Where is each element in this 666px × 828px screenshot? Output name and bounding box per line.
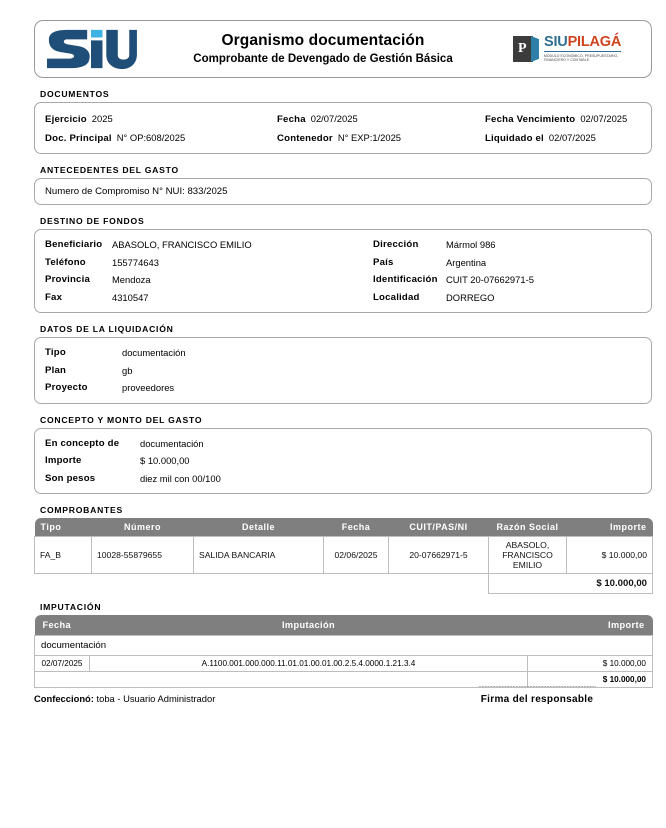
pilaga-tagline-line1: MÓDULO ECONÓMICO, PRESUPUESTARIO, bbox=[544, 53, 619, 58]
imputacion-group-row bbox=[35, 636, 653, 656]
destino-row-beneficiario bbox=[45, 236, 641, 254]
value-identificacion: CUIT 20-07662971-5 bbox=[446, 274, 534, 285]
label-fax: Fax bbox=[45, 291, 63, 303]
cell-tipo: FA_B bbox=[35, 537, 92, 574]
concepto-row-en-concepto bbox=[45, 435, 641, 453]
label-pais: País bbox=[373, 256, 394, 268]
value-telefono: 155774643 bbox=[112, 256, 159, 268]
panel-liquidacion bbox=[34, 337, 652, 404]
header-titles bbox=[139, 31, 513, 67]
label-plan: Plan bbox=[45, 364, 67, 376]
value-son-pesos: diez mil con 00/100 bbox=[140, 472, 221, 484]
label-importe: Importe bbox=[45, 455, 82, 466]
signature-label: Firma del responsable bbox=[480, 694, 594, 705]
cell-numero: 10028-55879655 bbox=[92, 537, 194, 574]
label-telefono: Teléfono bbox=[45, 256, 86, 268]
col-header-detalle: Detalle bbox=[194, 518, 324, 537]
col-header-tipo: Tipo bbox=[35, 518, 92, 537]
col-header-fecha: Fecha bbox=[324, 518, 389, 537]
label-confecciono: Confeccionó: bbox=[34, 693, 94, 704]
cell-imputacion-importe: $ 10.000,00 bbox=[528, 656, 653, 672]
value-plan: gb bbox=[122, 364, 133, 376]
pilaga-mark-letter: P bbox=[518, 41, 527, 56]
table-imputacion bbox=[34, 615, 653, 688]
label-direccion: Dirección bbox=[373, 239, 419, 250]
imputacion-group-label: documentación bbox=[35, 636, 653, 656]
document-header bbox=[34, 20, 652, 78]
value-importe: $ 10.000,00 bbox=[140, 455, 190, 466]
value-localidad: DORREGO bbox=[446, 291, 495, 303]
imputacion-total-value: $ 10.000,00 bbox=[528, 672, 653, 688]
value-fecha-vencimiento: 02/07/2025 bbox=[580, 113, 628, 124]
col-header-imputacion-importe: Importe bbox=[528, 615, 653, 636]
imputacion-header-row bbox=[35, 615, 653, 636]
panel-documentos bbox=[34, 102, 652, 154]
value-doc-principal: N° OP:608/2025 bbox=[116, 132, 186, 143]
value-pais: Argentina bbox=[446, 256, 487, 268]
label-tipo: Tipo bbox=[45, 347, 66, 358]
value-fecha: 02/07/2025 bbox=[310, 113, 358, 124]
label-beneficiario: Beneficiario bbox=[45, 239, 103, 250]
confeccion-line bbox=[34, 693, 422, 705]
liquidacion-row-tipo bbox=[45, 344, 641, 362]
cell-importe: $ 10.000,00 bbox=[567, 537, 653, 574]
destino-row-provincia bbox=[45, 271, 641, 289]
label-localidad: Localidad bbox=[373, 291, 420, 303]
comprobantes-total-value: $ 10.000,00 bbox=[489, 574, 653, 594]
label-en-concepto-de: En concepto de bbox=[45, 437, 120, 449]
cell-imputacion-fecha: 02/07/2025 bbox=[35, 656, 90, 672]
documentos-row-2 bbox=[45, 128, 641, 147]
pilaga-wordmark-siu: SIU bbox=[544, 34, 568, 51]
label-doc-principal: Doc. Principal bbox=[45, 133, 112, 144]
label-son-pesos: Son pesos bbox=[45, 472, 96, 484]
col-header-cuit: CUIT/PAS/NI bbox=[389, 518, 489, 537]
cell-razon-social: ABASOLO, FRANCISCO EMILIO bbox=[489, 537, 567, 574]
siu-logo-icon bbox=[43, 27, 139, 71]
page-subtitle: Comprobante de Devengado de Gestión Básica bbox=[193, 53, 453, 65]
label-fecha-vencimiento: Fecha Vencimiento bbox=[485, 114, 576, 125]
label-proyecto: Proyecto bbox=[45, 382, 88, 393]
cell-fecha: 02/06/2025 bbox=[324, 537, 389, 574]
destino-row-fax bbox=[45, 289, 641, 307]
pilaga-tagline-line2: FINANCIERO Y CONTABLE bbox=[544, 58, 590, 63]
col-header-importe: Importe bbox=[567, 518, 653, 537]
label-provincia: Provincia bbox=[45, 274, 90, 285]
col-header-imputacion-fecha: Fecha bbox=[35, 615, 90, 636]
cell-imputacion-codigo: A.1100.001.000.000.11.01.01.00.01.00.2.5.4.0000.1.21.3.4 bbox=[90, 656, 528, 672]
value-en-concepto-de: documentación bbox=[140, 437, 204, 449]
label-fecha: Fecha bbox=[277, 114, 306, 125]
document-footer bbox=[34, 682, 652, 705]
pilaga-mark-icon bbox=[513, 36, 539, 62]
documentos-row-1 bbox=[45, 109, 641, 128]
signature-dotted-line: ............................................................................ bbox=[478, 682, 596, 689]
value-fax: 4310547 bbox=[112, 291, 149, 303]
value-provincia: Mendoza bbox=[112, 274, 151, 285]
pilaga-wordmark-pilaga: PILAGÁ bbox=[567, 34, 622, 51]
value-ejercicio: 2025 bbox=[91, 113, 113, 124]
section-heading-destino-fondos: DESTINO DE FONDOS bbox=[40, 216, 145, 226]
signature-block bbox=[422, 682, 652, 705]
comprobantes-total-row bbox=[35, 574, 653, 594]
section-heading-imputacion: IMPUTACIÓN bbox=[40, 602, 102, 612]
panel-antecedentes bbox=[34, 178, 652, 205]
cell-cuit: 20-07662971-5 bbox=[389, 537, 489, 574]
section-heading-comprobantes: COMPROBANTES bbox=[40, 505, 124, 515]
col-header-imputacion-codigo: Imputación bbox=[90, 615, 528, 636]
siu-pilaga-logo bbox=[513, 35, 641, 63]
concepto-row-importe bbox=[45, 452, 641, 470]
col-header-numero: Número bbox=[92, 518, 194, 537]
destino-row-telefono bbox=[45, 254, 641, 272]
liquidacion-row-plan bbox=[45, 362, 641, 380]
concepto-row-son-pesos bbox=[45, 470, 641, 488]
value-direccion: Mármol 986 bbox=[446, 239, 496, 250]
label-identificacion: Identificación bbox=[373, 274, 438, 285]
panel-destino-fondos bbox=[34, 229, 652, 313]
value-tipo: documentación bbox=[122, 347, 186, 358]
cell-detalle: SALIDA BANCARIA bbox=[194, 537, 324, 574]
table-row bbox=[35, 537, 653, 574]
panel-concepto bbox=[34, 428, 652, 495]
pilaga-divider bbox=[544, 51, 621, 52]
page-title: Organismo documentación bbox=[221, 32, 425, 49]
value-liquidado-el: 02/07/2025 bbox=[548, 132, 596, 143]
section-heading-documentos: DOCUMENTOS bbox=[40, 89, 110, 99]
pilaga-wordmark bbox=[544, 35, 621, 50]
table-comprobantes bbox=[34, 518, 653, 594]
value-beneficiario: ABASOLO, FRANCISCO EMILIO bbox=[112, 239, 252, 250]
table-row bbox=[35, 656, 653, 672]
value-confecciono: toba - Usuario Administrador bbox=[96, 693, 216, 704]
value-contenedor: N° EXP:1/2025 bbox=[337, 132, 402, 143]
label-liquidado-el: Liquidado el bbox=[485, 133, 544, 144]
col-header-razon-social: Razón Social bbox=[489, 518, 567, 537]
liquidacion-row-proyecto bbox=[45, 379, 641, 397]
comprobantes-header-row bbox=[35, 518, 653, 537]
antecedentes-text: Numero de Compromiso N° NUI: 833/2025 bbox=[45, 186, 228, 197]
label-contenedor: Contenedor bbox=[277, 133, 333, 144]
label-ejercicio: Ejercicio bbox=[45, 114, 87, 125]
section-heading-concepto: CONCEPTO Y MONTO DEL GASTO bbox=[40, 414, 203, 425]
section-heading-antecedentes: ANTECEDENTES DEL GASTO bbox=[40, 165, 179, 175]
section-heading-liquidacion: DATOS DE LA LIQUIDACIÓN bbox=[40, 324, 174, 334]
value-proyecto: proveedores bbox=[122, 382, 175, 393]
